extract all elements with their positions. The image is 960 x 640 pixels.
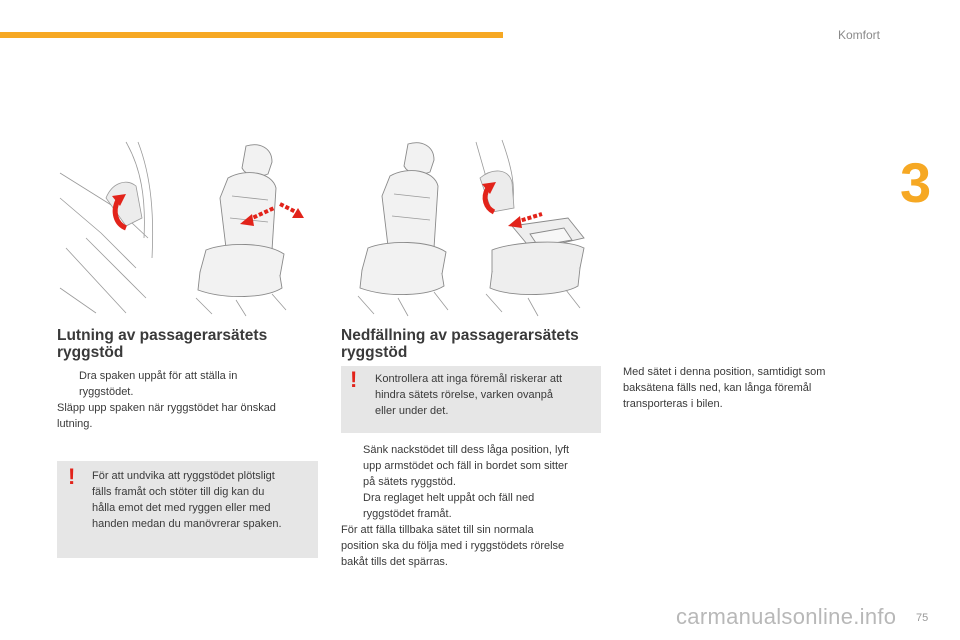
illustration-seat-upright bbox=[344, 138, 464, 318]
recline-bullet: Dra spaken uppåt för att ställa in ryggstödet. bbox=[79, 370, 238, 398]
illustration-seat-folded bbox=[472, 138, 602, 318]
warning-text-recline: För att undvika att ryggstödet plötsligt fälls framåt och stöter till dig kan du hålla emot det med ryggen eller med handen medan du manövrerar spaken. bbox=[92, 470, 282, 530]
fold-text: För att fälla tillbaka sätet till sin normala position ska du följa med i ryggstödets rörelse bakåt tills det spärras. bbox=[341, 524, 565, 568]
section-title-fold: Nedfällning av passagerarsätets ryggstöd bbox=[341, 327, 579, 361]
warning-icon: ! bbox=[350, 367, 358, 392]
fold-bullet-2: Dra reglaget helt uppåt och fäll ned ryggstödet framåt. bbox=[363, 492, 535, 520]
watermark: carmanualsonline.info bbox=[676, 604, 897, 629]
recline-text: Släpp upp spaken när ryggstödet har önskad lutning. bbox=[57, 402, 276, 430]
illustration-seat-recline bbox=[176, 138, 306, 318]
page-number: 75 bbox=[916, 612, 929, 624]
section-title-recline: Lutning av passagerarsätets ryggstöd bbox=[57, 327, 268, 361]
chapter-number: 3 bbox=[900, 151, 932, 214]
recline-instructions bbox=[57, 368, 317, 432]
warning-text-fold: Kontrollera att inga föremål riskerar att hindra sätets rörelse, varken ovanpå eller under det. bbox=[375, 373, 563, 417]
fold-bullet-1: Sänk nackstödet till dess låga position, lyft upp armstödet och fäll in bordet som sitter på sätets ryggstöd. bbox=[363, 444, 570, 488]
warning-box-recline bbox=[57, 461, 318, 558]
section-label: Komfort bbox=[838, 28, 881, 42]
fold-instructions bbox=[341, 442, 611, 570]
orange-header-bar bbox=[0, 32, 503, 38]
long-items-text: Med sätet i denna position, samtidigt som baksätena fälls ned, kan långa föremål transporteras i bilen. bbox=[623, 366, 826, 410]
warning-icon: ! bbox=[68, 464, 76, 489]
warning-box-fold bbox=[341, 366, 601, 433]
illustration-lever-closeup bbox=[56, 138, 154, 318]
